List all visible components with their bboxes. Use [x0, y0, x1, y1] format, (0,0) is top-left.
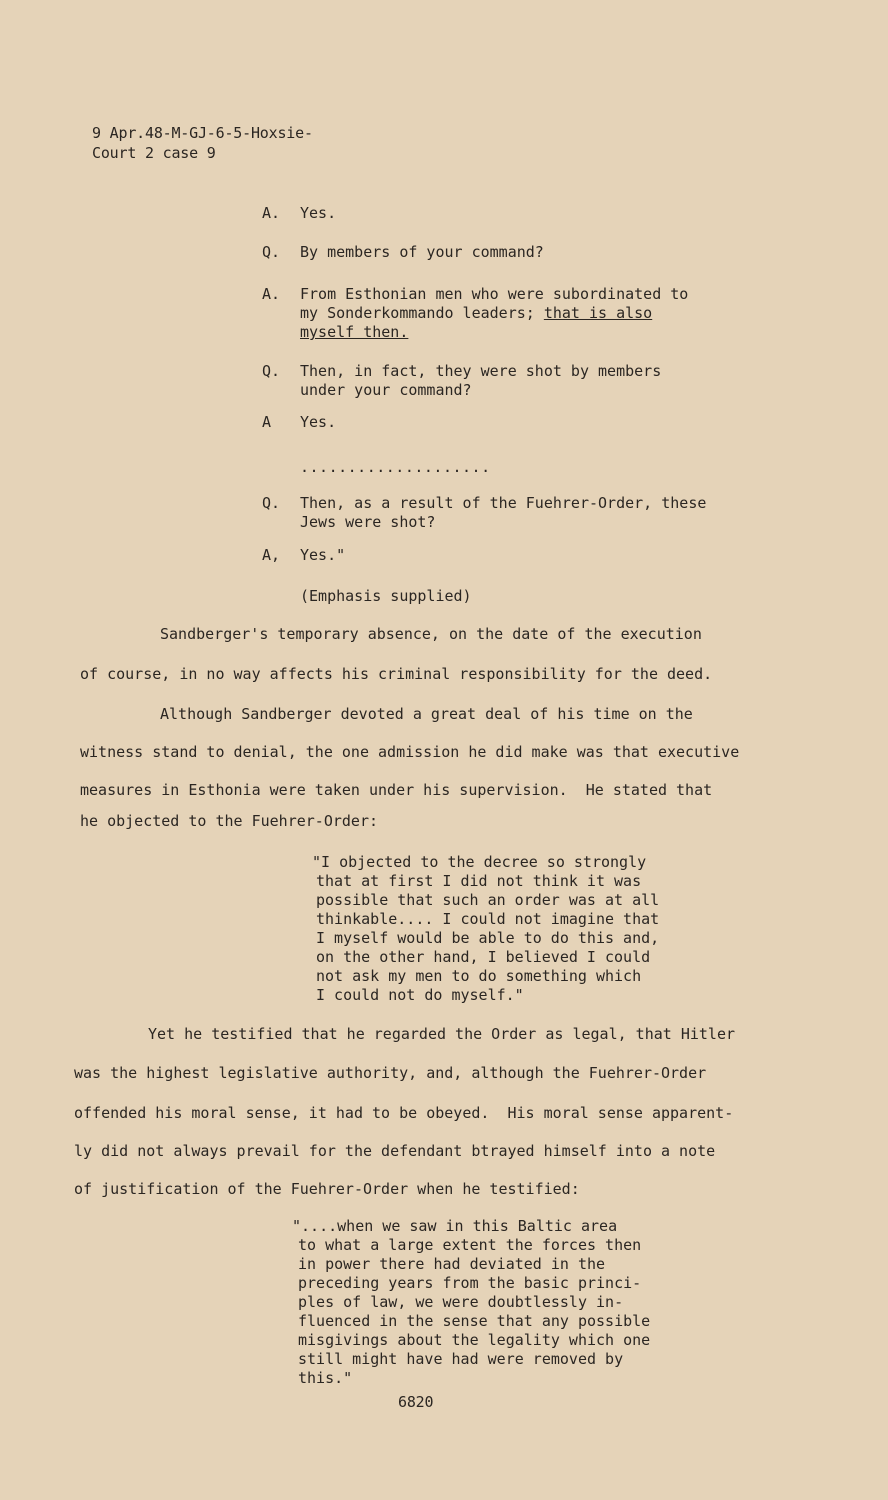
qa-question-line: under your command?	[300, 381, 472, 399]
paragraph-line: offended his moral sense, it had to be obeyed. His moral sense apparent-	[74, 1104, 734, 1122]
paragraph-line: he objected to the Fuehrer-Order:	[80, 812, 379, 830]
quote-line: not ask my men to do something which	[316, 967, 642, 985]
quote-line: possible that such an order was at all	[316, 891, 660, 909]
quote-line: still might have had were removed by	[298, 1350, 624, 1368]
qa-answer: Yes.	[300, 204, 337, 222]
quote-line: I could not do myself."	[316, 986, 524, 1004]
quote-line: that at first I did not think it was	[316, 872, 642, 890]
qa-question-line: Then, in fact, they were shot by members	[300, 362, 662, 380]
qa-question-line: Jews were shot?	[300, 513, 436, 531]
qa-answer-line-underlined: myself then.	[300, 323, 409, 341]
quote-line: ples of law, we were doubtlessly in-	[298, 1293, 624, 1311]
qa-answer-text: my Sonderkommando leaders;	[300, 304, 544, 322]
paragraph-line: of justification of the Fuehrer-Order when he testified:	[74, 1180, 580, 1198]
qa-answer-line: From Esthonian men who were subordinated to	[300, 285, 689, 303]
header-line-2: Court 2 case 9	[92, 144, 216, 162]
header-line-1: 9 Apr.48-M-GJ-6-5-Hoxsie-	[92, 124, 313, 142]
quote-line: in power there had deviated in the	[298, 1255, 606, 1273]
qa-answer: Yes.	[300, 413, 337, 431]
quote-line: thinkable.... I could not imagine that	[316, 910, 660, 928]
qa-letter: A	[262, 413, 272, 431]
qa-question-line: Then, as a result of the Fuehrer-Order, these	[300, 494, 707, 512]
qa-letter: Q.	[262, 362, 281, 380]
paragraph-line: witness stand to denial, the one admission he did make was that executive	[80, 743, 740, 761]
quote-line: to what a large extent the forces then	[298, 1236, 642, 1254]
quote-line: I myself would be able to do this and,	[316, 929, 660, 947]
quote-line: misgivings about the legality which one	[298, 1331, 651, 1349]
paragraph-line: measures in Esthonia were taken under his supervision. He stated that	[80, 781, 713, 799]
quote-line: on the other hand, I believed I could	[316, 948, 651, 966]
paragraph-line: Yet he testified that he regarded the Order as legal, that Hitler	[148, 1025, 735, 1043]
paragraph-line: was the highest legislative authority, and, although the Fuehrer-Order	[74, 1064, 707, 1082]
qa-letter: A.	[262, 285, 281, 303]
quote-line: "....when we saw in this Baltic area	[292, 1217, 618, 1235]
qa-letter: Q.	[262, 243, 281, 261]
qa-letter: Q.	[262, 494, 281, 512]
paragraph-line: ly did not always prevail for the defendant btrayed himself into a note	[74, 1142, 716, 1160]
paragraph-line: Sandberger's temporary absence, on the date of the execution	[160, 625, 702, 643]
qa-letter: A,	[262, 546, 281, 564]
qa-answer-line	[300, 304, 652, 323]
qa-answer: Yes."	[300, 546, 346, 564]
quote-line: this."	[298, 1369, 353, 1387]
page-number: 6820	[398, 1393, 434, 1411]
quote-line: fluenced in the sense that any possible	[298, 1312, 651, 1330]
quote-line: "I objected to the decree so strongly	[312, 853, 647, 871]
underlined-text: that is also	[543, 304, 653, 322]
qa-question: By members of your command?	[300, 243, 544, 261]
paragraph-line: of course, in no way affects his criminal responsibility for the deed.	[80, 665, 713, 683]
qa-letter: A.	[262, 204, 281, 222]
quote-line: preceding years from the basic princi-	[298, 1274, 642, 1292]
emphasis-note: (Emphasis supplied)	[300, 587, 472, 605]
ellipsis-separator: ....................	[300, 458, 491, 476]
paragraph-line: Although Sandberger devoted a great deal of his time on the	[160, 705, 693, 723]
